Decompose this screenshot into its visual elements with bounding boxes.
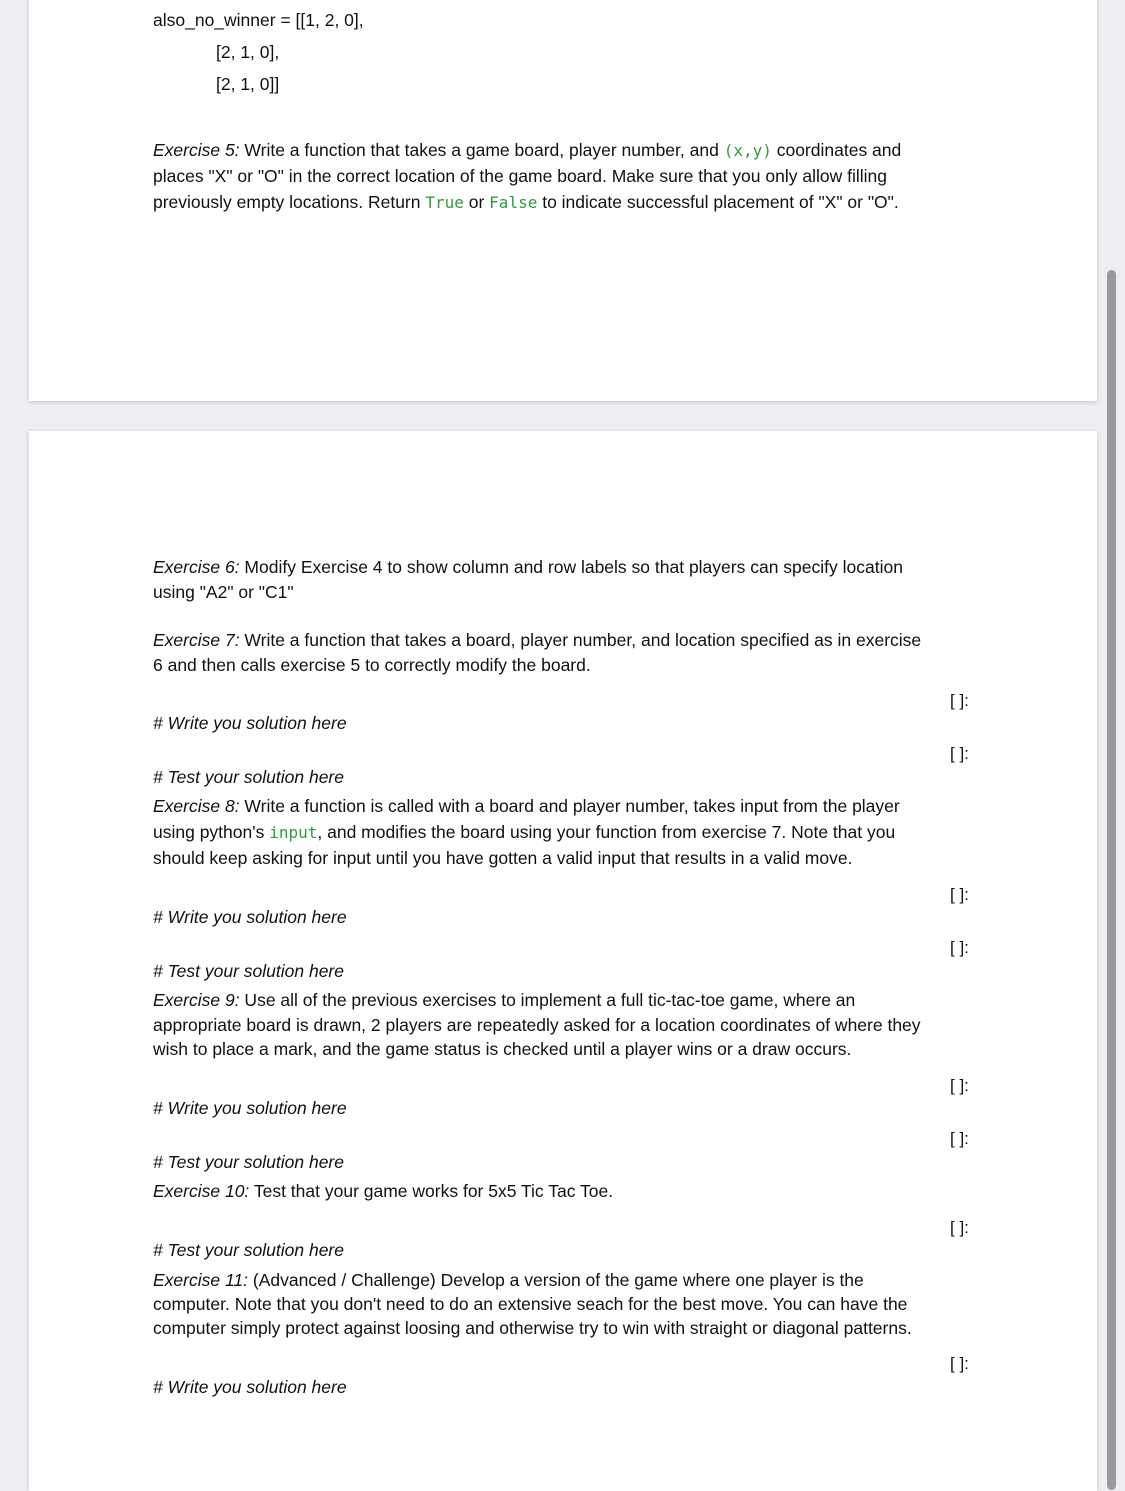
code-line: also_no_winner = [[1, 2, 0], [153,10,364,30]
exercise-6-text: using "A2" or "C1" [153,582,294,602]
text: (Advanced / Challenge) Develop a version of the game where one player is the [248,1270,864,1290]
exercise-label: Exercise 7: [153,630,240,650]
exercise-8-text: should keep asking for input until you have gotten a valid input that results in a valid move. [153,848,853,868]
exercise-5-text: places "X" or "O" in the correct location of the game board. Make sure that you only allow filling [153,166,887,186]
exercise-9-text [153,988,855,1013]
exercise-5-text [153,190,899,215]
code-cell-test[interactable]: # Test your solution here [153,961,344,981]
exercise-label: Exercise 6: [153,557,240,577]
text: Write a function is called with a board and player number, takes input from the player [239,796,900,816]
code-line: [2, 1, 0]] [216,74,280,94]
exercise-9-text: wish to place a mark, and the game status is checked until a player wins or a draw occurs. [153,1039,852,1059]
cell-prompt: [ ]: [950,938,969,957]
exercise-8-text [153,820,895,845]
code-cell-write[interactable]: # Write you solution here [153,907,347,927]
code-cell-test[interactable]: # Test your solution here [153,767,344,787]
text: Write a function that takes a board, player number, and location specified as in exercise [239,630,922,650]
text: Write a function that takes a game board, player number, and [239,140,724,160]
exercise-5-text [153,138,901,163]
scrollbar[interactable] [1107,270,1116,1490]
text: Test that your game works for 5x5 Tic Tac Toe. [249,1181,614,1201]
exercise-10-text [153,1179,613,1204]
exercise-9-text: appropriate board is drawn, 2 players are repeatedly asked for a location coordinates of where they [153,1015,921,1035]
text: Use all of the previous exercises to implement a full tic-tac-toe game, where an [239,990,856,1010]
exercise-8-text [153,794,900,819]
text: coordinates and [771,140,902,160]
exercise-6-text [153,555,903,580]
inline-code: False [489,193,538,212]
cell-prompt: [ ]: [950,1076,969,1095]
cell-prompt: [ ]: [950,1129,969,1148]
text: or [463,192,490,212]
text: previously empty locations. Return [153,192,426,212]
text: , and modifies the board using your function from exercise 7. Note that you [317,822,896,842]
cell-prompt: [ ]: [950,691,969,710]
code-cell-test[interactable]: # Test your solution here [153,1152,344,1172]
code-cell-write[interactable]: # Write you solution here [153,1377,347,1397]
cell-prompt: [ ]: [950,1218,969,1237]
exercise-label: Exercise 8: [153,796,240,816]
code-cell-write[interactable]: # Write you solution here [153,1098,347,1118]
exercise-7-text: 6 and then calls exercise 5 to correctly modify the board. [153,655,591,675]
exercise-label: Exercise 9: [153,990,240,1010]
cell-prompt: [ ]: [950,885,969,904]
inline-code: (x,y) [723,141,772,160]
exercise-11-text: computer simply protect against loosing and otherwise try to win with straight or diagonal patterns. [153,1318,912,1338]
cell-prompt: [ ]: [950,744,969,763]
text: to indicate successful placement of "X" or "O". [537,192,899,212]
text: Modify Exercise 4 to show column and row labels so that players can specify location [239,557,903,577]
exercise-11-text [153,1268,864,1293]
exercise-label: Exercise 5: [153,140,240,160]
text: using python's [153,822,270,842]
code-cell-write[interactable]: # Write you solution here [153,713,347,733]
exercise-label: Exercise 10: [153,1181,250,1201]
inline-code: True [425,193,464,212]
inline-code: input [269,823,318,842]
exercise-11-text: computer. Note that you don't need to do an extensive seach for the best move. You can have the [153,1294,908,1314]
code-cell-test[interactable]: # Test your solution here [153,1240,344,1260]
cell-prompt: [ ]: [950,1354,969,1373]
code-line: [2, 1, 0], [216,42,280,62]
exercise-label: Exercise 11: [153,1270,248,1290]
exercise-7-text [153,628,921,653]
